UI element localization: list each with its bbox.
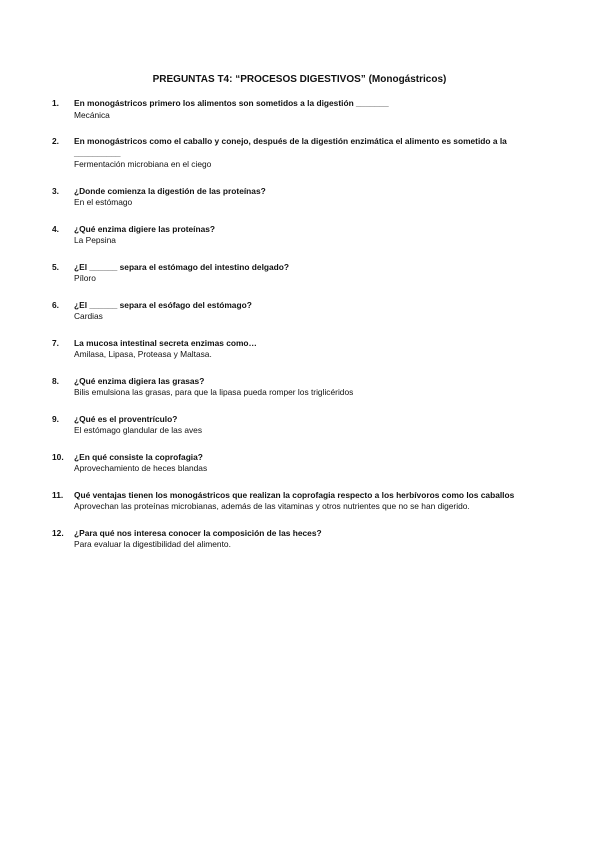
page-title: PREGUNTAS T4: “PROCESOS DIGESTIVOS” (Monogástricos) — [152, 74, 447, 85]
question-item — [52, 452, 552, 475]
question-item — [52, 136, 552, 171]
answer-text: Para evaluar la digestibilidad del alimento. — [74, 539, 231, 549]
question-text: ¿Donde comienza la digestión de las proteínas? — [74, 185, 266, 196]
question-text: ¿Para qué nos interesa conocer la composición de las heces? — [74, 527, 322, 538]
question-number: 11. — [52, 489, 64, 500]
question-number: 12. — [52, 527, 64, 538]
question-text: ¿En qué consiste la coprofagia? — [74, 451, 203, 462]
question-number: 3. — [52, 185, 59, 196]
question-number: 6. — [52, 299, 59, 310]
answer-text: La Pepsina — [74, 235, 116, 245]
question-text: ¿Qué enzima digiera las grasas? — [74, 375, 205, 386]
question-item — [52, 376, 552, 399]
question-number: 8. — [52, 375, 59, 386]
answer-text: Cardias — [74, 311, 103, 321]
answer-text: Píloro — [74, 273, 96, 283]
answer-text: Mecánica — [74, 109, 110, 120]
answer-text: Bilis emulsiona las grasas, para que la lipasa pueda romper los triglicéridos — [74, 387, 354, 397]
question-text: En monogástricos como el caballo y conejo, después de la digestión enzimática el alimento es sometido a la __________ — [74, 136, 507, 158]
question-number: 9. — [52, 413, 59, 424]
question-text: ¿Qué es el proventrículo? — [74, 413, 178, 424]
answer-text: Aprovechan las proteínas microbianas, además de las vitaminas y otros nutrientes que no se han digerido. — [74, 501, 470, 511]
question-item — [52, 490, 552, 513]
question-item — [52, 414, 552, 437]
question-item — [52, 186, 552, 209]
question-item — [52, 338, 552, 361]
question-text: ¿El ______ separa el estómago del intestino delgado? — [74, 261, 290, 272]
question-number: 2. — [52, 136, 59, 146]
question-text: La mucosa intestinal secreta enzimas como… — [74, 337, 257, 348]
question-text: En monogástricos primero los alimentos son sometidos a la digestión _______ — [74, 98, 389, 108]
answer-text: Fermentación microbiana en el ciego — [74, 159, 212, 169]
question-number: 1. — [52, 98, 59, 108]
question-item — [52, 528, 552, 551]
answer-text: El estómago glandular de las aves — [74, 425, 203, 435]
answer-text: Amilasa, Lipasa, Proteasa y Maltasa. — [74, 349, 212, 359]
question-item — [52, 300, 552, 323]
question-text: Qué ventajas tienen los monogástricos que realizan la coprofagia respecto a los herbívoros como los caballos — [74, 489, 515, 500]
question-list — [52, 98, 552, 566]
answer-text: En el estómago — [74, 197, 133, 207]
question-number: 7. — [52, 337, 59, 348]
question-text: ¿Qué enzima digiere las proteínas? — [74, 223, 216, 234]
question-item — [52, 262, 552, 285]
answer-text: Aprovechamiento de heces blandas — [74, 463, 208, 473]
question-item — [52, 224, 552, 247]
question-text: ¿El ______ separa el esófago del estómago? — [74, 299, 252, 310]
question-number: 10. — [52, 451, 64, 462]
question-number: 5. — [52, 261, 59, 272]
question-item — [52, 98, 552, 121]
question-number: 4. — [52, 223, 59, 234]
